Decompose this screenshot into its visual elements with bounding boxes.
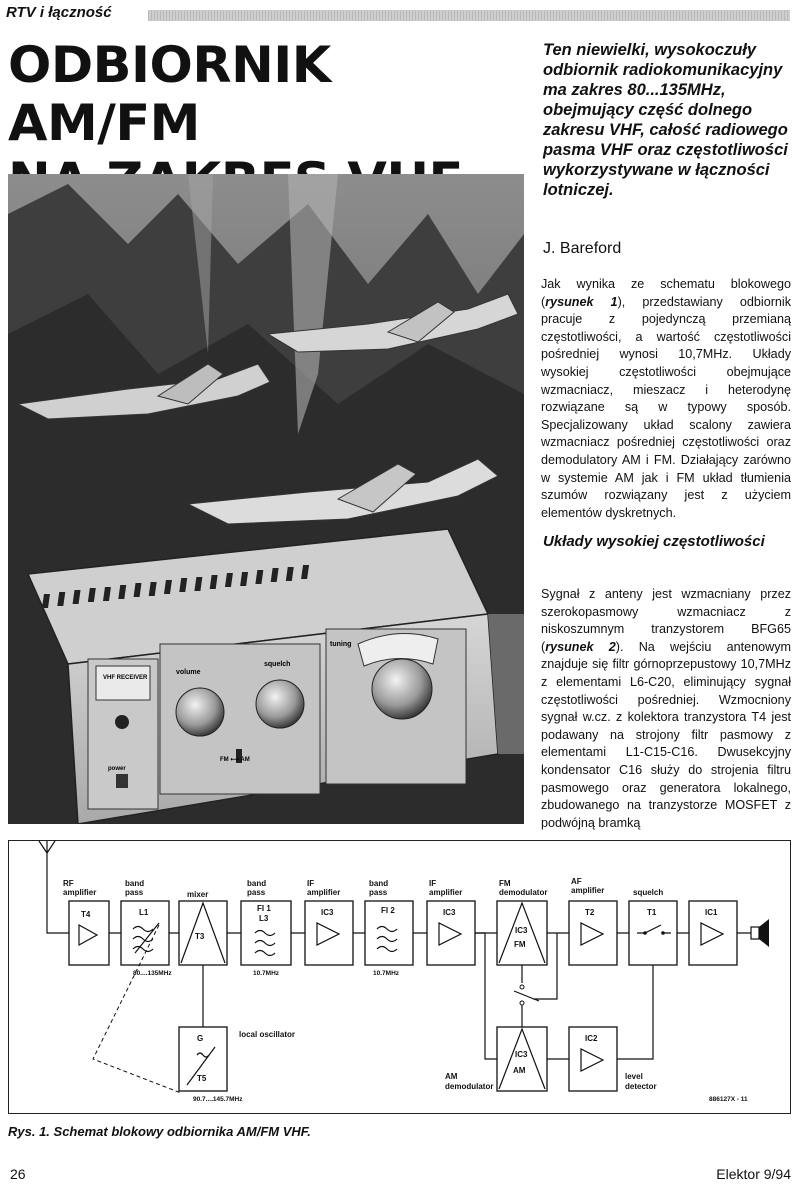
block-t2-label: T2 [585, 908, 595, 917]
label-rf-amp-2: amplifier [63, 888, 97, 897]
label-bp1-1: band [125, 879, 145, 888]
block-ic2-label: IC2 [585, 1034, 598, 1043]
label-fm-dem-1: FM [499, 879, 511, 888]
tuning-label: tuning [330, 641, 352, 648]
freq-if1: 10.7MHz [253, 970, 280, 977]
body-paragraph-2 [541, 586, 791, 832]
block-ic3-am-label: IC3 [515, 1050, 528, 1059]
block-l1-label: L1 [139, 908, 149, 917]
squelch-label: squelch [264, 661, 291, 668]
body-paragraph-1 [541, 276, 791, 522]
label-local-osc: local oscillator [239, 1030, 296, 1039]
label-level-2: detector [625, 1082, 657, 1091]
freq-if2: 10.7MHz [373, 970, 400, 977]
label-bp2-1: band [247, 879, 267, 888]
block-fm-label: FM [514, 940, 526, 949]
author: J. Bareford [543, 240, 622, 257]
label-af-2: amplifier [571, 886, 605, 895]
freq-l1: 80....135MHz [133, 970, 172, 977]
block-diagram [8, 840, 791, 1114]
block-ic3-fm-label: IC3 [515, 926, 528, 935]
label-bp2-2: pass [247, 888, 266, 897]
volume-label: volume [176, 669, 201, 676]
block-g-label: G [197, 1034, 204, 1043]
para2-text-a: Sygnał z anteny jest wzmacniany przez szerokopasmowy wzmacniacz z niskoszumnym tranzystorem BFG65 ( [541, 587, 791, 654]
block-diagram-svg [9, 841, 792, 1115]
block-t5-label: T5 [197, 1074, 207, 1083]
figure-caption: Rys. 1. Schemat blokowy odbiornika AM/FM VHF. [8, 1124, 311, 1139]
label-level-1: level [625, 1072, 643, 1081]
block-fi2-label: FI 2 [381, 906, 395, 915]
label-af-1: AF [571, 877, 582, 886]
label-fm-dem-2: demodulator [499, 888, 548, 897]
label-if2-2: amplifier [429, 888, 463, 897]
label-am-dem-2: demodulator [445, 1082, 494, 1091]
label-bp3-2: pass [369, 888, 388, 897]
section-label: RTV i łączność [6, 4, 112, 21]
freq-lo: 90.7....145.7MHz [193, 1096, 243, 1103]
para2-figure-ref: rysunek 2 [545, 639, 616, 654]
label-mixer: mixer [187, 890, 209, 899]
para1-text-b: ), przedstawiany odbiornik pracuje z pojedynczą przemianą częstotliwości, a wartość częstotliwości pośredniej wynosi 10,7MHz. Układy wysokiej częstotliwości obejmujące wzmacniacz, mieszacz i heterodynę rozwiązane są w typowy sposób. Specjalizowany układ scalony zawiera wzmacniacz pośredniej częstotliwości oraz demodulatory AM i FM. Działający zarówno w systemie AM jak i FM układ tłumienia szumów rozwiązany jest z użyciem elementów dyskretnych. [541, 294, 791, 520]
page-number: 26 [10, 1166, 26, 1182]
diagram-code: 886127X - 11 [709, 1096, 748, 1103]
subheading: Układy wysokiej częstotliwości [543, 533, 765, 550]
label-bp1-2: pass [125, 888, 144, 897]
block-t3-label: T3 [195, 932, 205, 941]
block-t1-label: T1 [647, 908, 657, 917]
title-line-1: ODBIORNIK AM/FM [8, 36, 331, 152]
lead-paragraph: Ten niewielki, wysokoczuły odbiornik radiokomunikacyjny ma zakres 80...135MHz, obejmujący część dolnego zakresu VHF, całość radiowego pasma VHF oraz częstotliwości wykorzystywane w łączności lotniczej. [543, 41, 788, 199]
panel-label: VHF RECEIVER [103, 675, 148, 681]
label-rf-amp-1: RF [63, 879, 74, 888]
section-bar [148, 10, 790, 21]
magazine-reference: Elektor 9/94 [716, 1166, 791, 1182]
power-label: power [108, 766, 126, 772]
block-t4-label: T4 [81, 910, 91, 919]
label-if1-2: amplifier [307, 888, 341, 897]
label-bp3-1: band [369, 879, 389, 888]
speaker-icon [751, 919, 769, 947]
block-ic3-if1-label: IC3 [321, 908, 334, 917]
block-fi1-label: FI 1 [257, 904, 271, 913]
article-photo [8, 174, 524, 824]
block-am-label: AM [513, 1066, 526, 1075]
para1-text-a: Jak wynika ze schematu blokowego ( [541, 277, 791, 309]
label-squelch: squelch [633, 888, 664, 897]
receiver-photo-illustration [8, 174, 524, 824]
block-am-demod [497, 1027, 547, 1091]
block-ic3-if2-label: IC3 [443, 908, 456, 917]
para1-figure-ref: rysunek 1 [545, 294, 618, 309]
label-if1-1: IF [307, 879, 315, 888]
para2-text-b: ). Na wejściu antenowym znajduje się filtr górnoprzepustowy 10,7MHz z elementami L6-C20, eliminujący sygnał częstotliwości pośredniej. Wzmocniony sygnał w.cz. z kolektora tranzystora T4 jest podawany na strojony filtr pasmowy z elementami L1-C15-C16. Dwusekcyjny kondensator C16 służy do strojenia filtru pasmowego oraz generatora lokalnego, zbudowanego na tranzystorze MOSFET z podwójną bramką [541, 639, 791, 830]
block-ic1-label: IC1 [705, 908, 718, 917]
block-l3-label: L3 [259, 914, 269, 923]
label-if2-1: IF [429, 879, 437, 888]
mode-switch-label: FM ⟷ AM [220, 757, 250, 763]
label-am-dem-1: AM [445, 1072, 458, 1081]
